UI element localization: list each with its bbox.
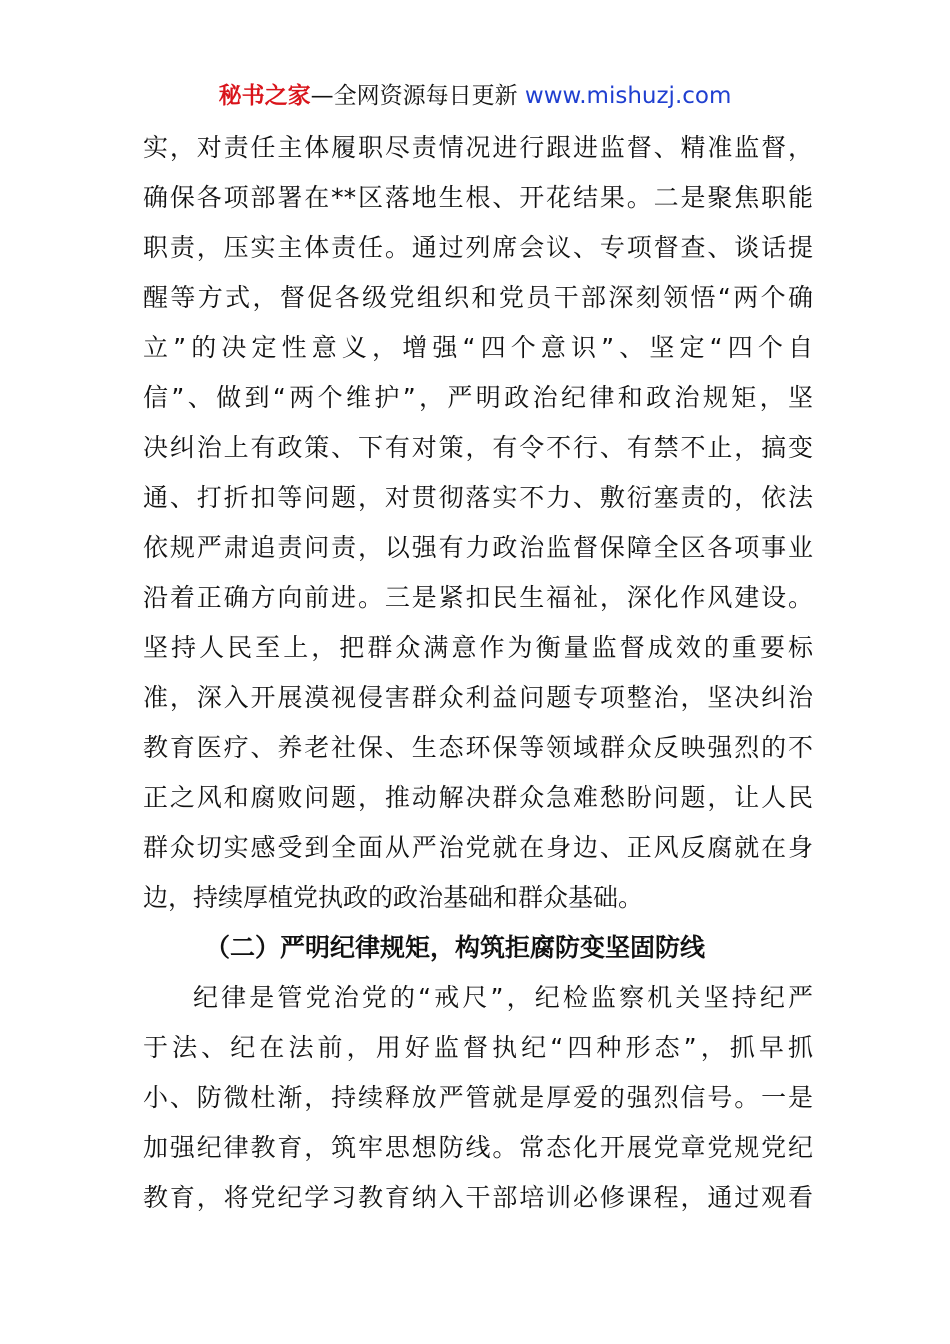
text-line: 信”、做到“两个维护”，严明政治纪律和政治规矩，坚: [143, 383, 813, 412]
text-line: 职责，压实主体责任。通过列席会议、专项督查、谈话提: [143, 233, 813, 262]
document-body: [143, 123, 813, 1223]
text-line: 准，深入开展漠视侵害群众利益问题专项整治，坚决纠治: [143, 683, 813, 712]
text-line: 依规严肃追责问责，以强有力政治监督保障全区各项事业: [143, 533, 813, 562]
text-line: 正之风和腐败问题，推动解决群众急难愁盼问题，让人民: [143, 783, 813, 812]
text-line: 边，持续厚植党执政的政治基础和群众基础。: [143, 883, 644, 912]
text-line: 通、打折扣等问题，对贯彻落实不力、敷衍塞责的，依法: [143, 483, 813, 512]
text-line: 确保各项部署在**区落地生根、开花结果。二是聚焦职能: [143, 183, 813, 212]
site-tagline: —全网资源每日更新: [310, 83, 518, 109]
text-line: 教育医疗、养老社保、生态环保等领域群众反映强烈的不: [143, 733, 813, 762]
text-line: 群众切实感受到全面从严治党就在身边、正风反腐就在身: [143, 833, 813, 862]
text-line: 立”的决定性意义，增强“四个意识”、坚定“四个自: [143, 333, 813, 362]
text-line: 沿着正确方向前进。三是紧扣民生福祉，深化作风建设。: [143, 583, 813, 612]
text-line: 决纠治上有政策、下有对策，有令不行、有禁不止，搞变: [143, 433, 813, 462]
text-line: 实，对责任主体履职尽责情况进行跟进监督、精准监督，: [143, 133, 813, 162]
text-line: 坚持人民至上，把群众满意作为衡量监督成效的重要标: [143, 633, 813, 662]
page-header: [0, 80, 950, 112]
text-line: 于法、纪在法前，用好监督执纪“四种形态”，抓早抓: [143, 1033, 813, 1062]
site-url[interactable]: www.mishuzj.com: [524, 83, 732, 109]
text-line: 纪律是管党治党的“戒尺”，纪检监察机关坚持纪严: [193, 983, 813, 1012]
text-line: 教育，将党纪学习教育纳入干部培训必修课程，通过观看: [143, 1183, 813, 1212]
text-line: 小、防微杜渐，持续释放严管就是厚爱的强烈信号。一是: [143, 1083, 813, 1112]
text-line: 加强纪律教育，筑牢思想防线。常态化开展党章党规党纪: [143, 1133, 813, 1162]
section-heading: （二）严明纪律规矩，构筑拒腐防变坚固防线: [205, 933, 706, 962]
text-line: 醒等方式，督促各级党组织和党员干部深刻领悟“两个确: [143, 283, 813, 312]
site-brand: 秘书之家: [218, 83, 311, 109]
